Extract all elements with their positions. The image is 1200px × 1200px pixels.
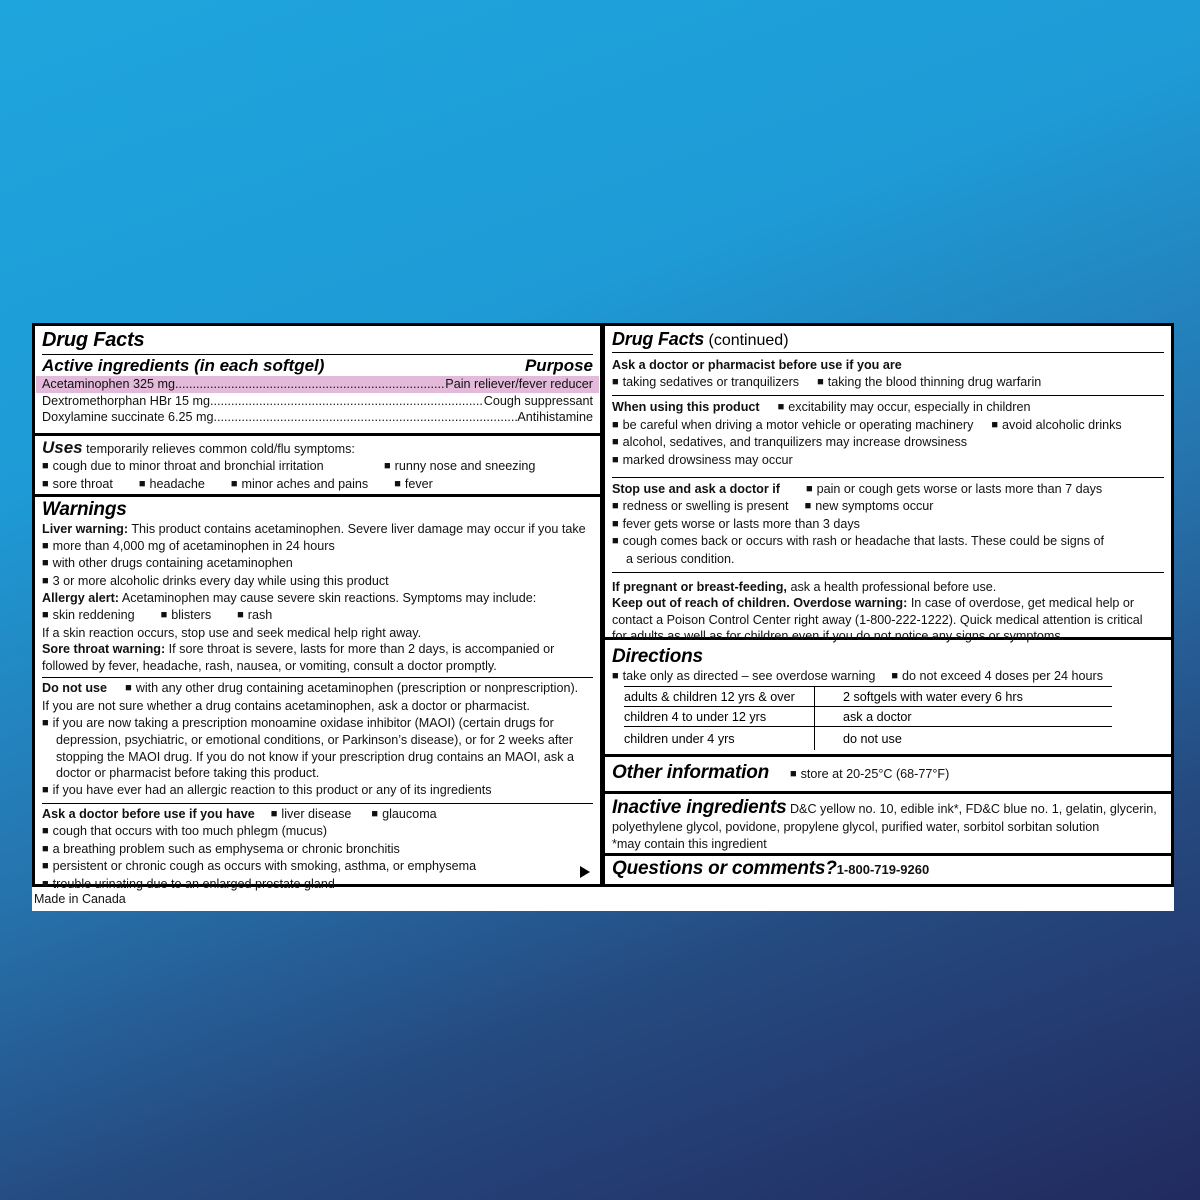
inactive-ingredients-text: polyethylene glycol, povidone, propylene glycol, purified water, sorbitol sorbitan solution xyxy=(612,820,1100,834)
dosage-row xyxy=(624,706,1112,726)
dosage-age: children 4 to under 12 yrs xyxy=(624,706,815,726)
liver-warning-item: ■ with other drugs containing acetaminophen xyxy=(42,555,593,573)
ask-doctor-item: ■ a breathing problem such as emphysema or chronic bronchitis xyxy=(42,841,593,859)
overdose-warning-text: for adults as well as for children even if you do not notice any signs or symptoms. xyxy=(612,629,1065,644)
do-not-use-item-cont: stopping the MAOI drug. If you do not know if your prescription drug contains an MAOI, ask a xyxy=(56,749,575,764)
when-using-item: ■ marked drowsiness may occur xyxy=(612,452,1164,470)
leader-dots xyxy=(175,376,445,393)
other-information-heading: Other information xyxy=(612,762,770,783)
uses-section xyxy=(35,436,600,497)
drug-facts-label xyxy=(32,323,1174,911)
do-not-use-item-cont: depression, psychiatric, or emotional conditions, or Parkinson’s disease), or for 2 weeks after xyxy=(56,733,574,748)
directions-item: ■ do not exceed 4 doses per 24 hours xyxy=(891,669,1103,683)
pregnant-text: ask a health professional before use. xyxy=(790,579,997,594)
when-using-item: ■ be careful when driving a motor vehicle or operating machinery xyxy=(612,418,973,432)
stop-use-item: ■ pain or cough gets worse or lasts more than 7 days xyxy=(806,482,1102,496)
ask-doctor-item: ■ liver disease xyxy=(271,807,352,821)
stop-use-item: ■ redness or swelling is present xyxy=(612,499,789,513)
uses-heading: Uses xyxy=(42,438,83,457)
directions-section xyxy=(605,640,1171,757)
warnings-heading: Warnings xyxy=(42,499,127,520)
directions-item: ■ take only as directed – see overdose warning xyxy=(612,669,875,683)
ask-doctor-item: ■ cough that occurs with too much phlegm (mucus) xyxy=(42,823,593,841)
allergy-item: ■ blisters xyxy=(161,608,212,622)
ingredient-row xyxy=(42,409,593,426)
uses-item: ■ fever xyxy=(394,477,433,491)
warnings-continued-section xyxy=(605,326,1171,644)
ask-doctor-item: ■ persistent or chronic cough as occurs with smoking, asthma, or emphysema xyxy=(42,858,593,876)
ask-pharmacist-item: ■ taking the blood thinning drug warfarin xyxy=(817,375,1041,389)
stop-use-item: ■ fever gets worse or lasts more than 3 days xyxy=(612,516,1164,534)
skin-reaction-text: If a skin reaction occurs, stop use and seek medical help right away. xyxy=(42,625,422,640)
liver-warning-item: ■ 3 or more alcoholic drinks every day while using this product xyxy=(42,573,593,591)
other-information-item: ■ store at 20-25°C (68-77°F) xyxy=(790,767,949,781)
inactive-ingredients-heading: Inactive ingredients xyxy=(612,797,787,818)
ingredient-purpose: Antihistamine xyxy=(517,410,593,425)
drug-facts-right-panel xyxy=(602,323,1174,887)
ingredient-purpose: Cough suppressant xyxy=(483,393,593,408)
pregnant-label: If pregnant or breast-feeding, xyxy=(612,579,787,594)
inactive-ingredients-text: D&C yellow no. 10, edible ink*, FD&C blue no. 1, gelatin, glycerin, xyxy=(789,802,1157,816)
panel-title-suffix: (continued) xyxy=(708,332,789,349)
active-ingredients-heading: Active ingredients (in each softgel) xyxy=(42,356,325,375)
dosage-table xyxy=(624,686,1112,750)
directions-heading: Directions xyxy=(612,646,703,667)
other-information-section xyxy=(605,757,1171,794)
ingredient-name: Acetaminophen 325 mg xyxy=(42,377,176,391)
warnings-section xyxy=(35,497,600,891)
uses-item: ■ headache xyxy=(139,477,205,491)
do-not-use-item: ■ if you are now taking a prescription monoamine oxidase inhibitor (MAOI) (certain drugs for xyxy=(42,715,593,733)
stop-use-item-cont: a serious condition. xyxy=(626,551,735,566)
ingredient-name: Doxylamine succinate 6.25 mg xyxy=(42,410,214,425)
sore-throat-text: If sore throat is severe, lasts for more than 2 days, is accompanied or xyxy=(168,642,555,657)
when-using-item: ■ avoid alcoholic drinks xyxy=(991,418,1121,432)
ask-doctor-item: ■ trouble urinating due to an enlarged prostate gland xyxy=(42,876,593,894)
dosage-amount: 2 softgels with water every 6 hrs xyxy=(815,686,1113,706)
allergy-item: ■ rash xyxy=(237,608,272,622)
stop-use-item: ■ new symptoms occur xyxy=(805,499,934,513)
uses-intro: temporarily relieves common cold/flu symptoms: xyxy=(86,442,355,456)
allergy-item: ■ skin reddening xyxy=(42,608,135,622)
questions-phone[interactable]: 1-800-719-9260 xyxy=(836,862,930,877)
do-not-use-item: ■ if you have ever had an allergic reaction to this product or any of its ingredients xyxy=(42,782,593,800)
ask-doctor-item: ■ glaucoma xyxy=(371,807,436,821)
when-using-item: ■ alcohol, sedatives, and tranquilizers may increase drowsiness xyxy=(612,434,1164,452)
when-using-item: ■ excitability may occur, especially in children xyxy=(778,400,1031,414)
stop-use-block xyxy=(612,477,1164,568)
leader-dots xyxy=(210,393,484,410)
ingredient-row xyxy=(36,376,599,393)
do-not-use-block xyxy=(42,677,593,799)
drug-facts-left-panel xyxy=(32,323,603,891)
purpose-heading: Purpose xyxy=(524,356,593,375)
pregnancy-overdose-block xyxy=(612,572,1164,645)
when-using-label: When using this product xyxy=(612,400,760,415)
stop-use-item: ■ cough comes back or occurs with rash or headache that lasts. These could be signs of xyxy=(612,533,1164,551)
dosage-amount: do not use xyxy=(815,726,1113,750)
ask-pharmacist-block xyxy=(612,353,1164,391)
allergy-alert-text: Acetaminophen may cause severe skin reactions. Symptoms may include: xyxy=(121,591,537,606)
ask-pharmacist-label: Ask a doctor or pharmacist before use if you are xyxy=(612,358,902,372)
sore-throat-text: followed by fever, headache, rash, nausea, or vomiting, consult a doctor promptly. xyxy=(42,658,497,673)
liver-warning-label: Liver warning: xyxy=(42,522,129,536)
uses-item: ■ minor aches and pains xyxy=(231,477,368,491)
uses-item: ■ cough due to minor throat and bronchial irritation xyxy=(42,458,384,476)
made-in-text: Made in Canada xyxy=(34,892,126,906)
uses-item: ■ sore throat xyxy=(42,477,113,491)
ingredient-purpose: Pain reliever/fever reducer xyxy=(445,377,593,391)
liver-warning-item: ■ more than 4,000 mg of acetaminophen in 24 hours xyxy=(42,538,593,556)
ask-doctor-block xyxy=(42,803,593,894)
leader-dots xyxy=(214,409,518,426)
ask-pharmacist-item: ■ taking sedatives or tranquilizers xyxy=(612,375,799,389)
continued-arrow-icon xyxy=(580,866,590,878)
dosage-age: children under 4 yrs xyxy=(624,726,815,750)
ask-doctor-label: Ask a doctor before use if you have xyxy=(42,806,255,821)
overdose-warning-text: contact a Poison Control Center right away (1-800-222-1222). Quick medical attention is critical xyxy=(612,612,1143,627)
allergy-alert-label: Allergy alert: xyxy=(42,591,119,606)
dosage-age: adults & children 12 yrs & over xyxy=(624,686,815,706)
liver-warning-text: This product contains acetaminophen. Severe liver damage may occur if you take xyxy=(131,522,586,536)
dosage-amount: ask a doctor xyxy=(815,706,1113,726)
inactive-ingredients-section xyxy=(605,794,1171,856)
stop-use-label: Stop use and ask a doctor if xyxy=(612,481,780,496)
ingredient-row xyxy=(42,393,593,410)
sore-throat-label: Sore throat warning: xyxy=(42,642,166,657)
active-ingredients-section xyxy=(35,326,600,436)
uses-item: ■ runny nose and sneezing xyxy=(384,459,535,473)
questions-heading: Questions or comments? xyxy=(612,858,837,879)
inactive-ingredients-note: *may contain this ingredient xyxy=(612,836,767,851)
panel-title: Drug Facts xyxy=(612,329,705,349)
questions-section xyxy=(605,856,1171,884)
do-not-use-item-cont: doctor or pharmacist before taking this product. xyxy=(56,766,320,781)
ingredient-name: Dextromethorphan HBr 15 mg xyxy=(42,393,210,408)
overdose-warning-text: In case of overdose, get medical help or xyxy=(910,596,1135,611)
dosage-row xyxy=(624,726,1112,750)
do-not-use-label: Do not use xyxy=(42,681,108,696)
do-not-use-item: ■ with any other drug containing acetaminophen (prescription or nonprescription). xyxy=(125,681,578,695)
when-using-block xyxy=(612,395,1164,469)
overdose-warning-label: Keep out of reach of children. Overdose warning: xyxy=(612,596,908,611)
dosage-row xyxy=(624,686,1112,706)
panel-title: Drug Facts xyxy=(42,328,593,355)
do-not-use-text: If you are not sure whether a drug contains acetaminophen, ask a doctor or pharmacist. xyxy=(42,698,530,713)
